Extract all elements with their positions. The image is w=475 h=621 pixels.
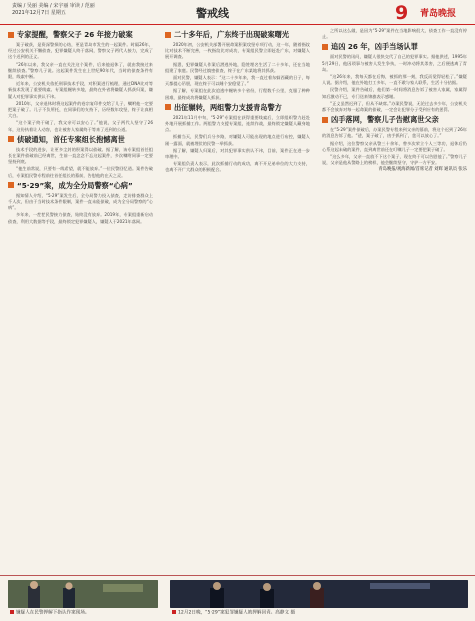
- photo-caption-left: 嫌疑人在民警押解下指认作案现场。: [10, 610, 90, 617]
- article-paragraph: 据了解，专案组在此次追逃中辗转多个省份，行程数千公里，克服了种种困难，最终成功将嫌疑人抓获。: [165, 88, 310, 100]
- article-paragraph: 2020年初，公安机关部署开展命案积案攻坚专项行动，这一年，随着指纹比对技术不断完善，一枚指纹比对成功，专案组民警立即赶赴广东，对嫌疑人展开调查。: [165, 42, 310, 60]
- publication-date: 2021年12月7日 星期五: [12, 10, 66, 16]
- subheading-text: “5·29”案，成为全分局警察“心病”: [17, 180, 133, 190]
- section-title: 警戒线: [196, 7, 229, 20]
- subheading-text: 二十多年后，广东终于出现破案曙光: [174, 30, 290, 39]
- newspaper-brand: 青岛晚报: [420, 9, 457, 19]
- suspect-scene-image: [8, 580, 158, 608]
- article-paragraph: “他生前常说，只要有一线希望，就不能放弃。”一位民警回忆道。案件告破后，专案组民警专程前往首任组长的墓前，告慰他的在天之灵。: [8, 166, 153, 178]
- subheading-square-icon: [165, 32, 171, 38]
- article-subheading: [165, 103, 310, 112]
- article-paragraph: 2021年11月中旬，“5·29”专案组在获得重要线索后，立即组织警力赶赴外地开展抓捕工作。两组警力支援专案组，连续作战，最终锁定嫌疑人藏身地点。: [165, 114, 310, 133]
- subheading-square-icon: [8, 182, 14, 188]
- subheading-text: 凶手落网，警察儿子告慰离世父亲: [331, 115, 439, 125]
- suspect-scene-photo: [8, 580, 158, 608]
- article-paragraph: 据介绍，这位警察父亲从警三十余年，曾多次荣立个人三等功，退休后仍心系这起未破的案件，直到离世前还在叮嘱儿子一定要把案子破了。: [322, 140, 467, 152]
- article-paragraph: 2010年，父亲退休时将这起案件的卷宗复印件交给了儿子，嘱咐他一定要把案子破了。儿子不负所托，在同事们的支持下，历经数年攻坚，终于让真相大白。: [8, 100, 153, 119]
- article-subheading: [322, 115, 467, 124]
- article-byline: 青岛晚报/观海新闻/首席记者 刘辉 通讯员 张乐: [378, 167, 467, 173]
- article-paragraph: 近年来，公安机关依托刑事技术手段，对积案进行梳理，通过DNA比对等新技术发现了重要线索。专案组辗转多地，最终在外省将嫌疑人抓获归案，嫌疑人对犯罪事实供认不讳。: [8, 81, 153, 99]
- photo-caption-right: 12月2日晚，“5·29”案犯罪嫌疑人被押解回青。高静文 摄: [172, 610, 295, 617]
- subheading-text: 追凶 26 年，凶手当场认罪: [331, 42, 418, 52]
- article-subheading: [8, 30, 153, 39]
- article-paragraph: 据了解，嫌疑人归案后，对其犯罪事实供认不讳，目前，案件正在进一步审理中。: [165, 147, 310, 160]
- caption-bullet-icon: [172, 610, 176, 614]
- article-paragraph: “这个案子终于破了，我父亲可以安心了。”他说，父子两代人坚守了26年，这份执着让人动容，也让被害人家属终于等来了迟到的公道。: [8, 120, 153, 132]
- article-paragraph: “这么多年，父亲一直放不下这个案子，现在终于可以告慰他了。”警察儿子说，父亲是他从警路上的榜样，他会继续坚守，守护一方平安。: [322, 154, 467, 166]
- editor-credits: 责编 / 吴丽 美编 / 宋宇丽 审读 / 范丽: [12, 3, 95, 9]
- article-paragraph: 抓捕当天，民警们兵分多路，对嫌疑人可能出现的地点进行布控，嫌疑人刚一露面，就被埋伏的民警一举抓获。: [165, 134, 310, 146]
- article-paragraph: “正义虽然迟到了，但从不缺席。”办案民警说，无论过去多少年，公安机关都不会放弃对每一起命案的侦破，一定会让犯罪分子受到应有的惩罚。: [322, 100, 467, 113]
- subheading-square-icon: [8, 136, 14, 142]
- photo-strip: [0, 575, 475, 621]
- article-paragraph: “26年以来，我父亲一直在关注这个案件，后来他退休了，就由我接过来继续侦查。”警察儿子说。这起案件发生在上世纪90年代，当时的侦查条件有限，线索中断。: [8, 61, 153, 80]
- article-paragraph: 面对民警的讯问，嫌疑人很快交代了自己的犯罪事实。据他供述，1995年5月29日，他因琐事与被害人发生争执，一时冲动将其杀害，之后便逃离了青岛。: [322, 54, 467, 72]
- article-paragraph: 民警介绍，案件告破后，他们第一时间将消息告诉了被害人家属，家属得知后激动不已，专门送来锦旗表示感谢。: [322, 87, 467, 99]
- article-paragraph: 多年来，一茬茬民警接力侦查，始终没有放弃。2019年，专案组重新启动侦查，利用大数据等手段，最终锁定犯罪嫌疑人，嫌疑人于2021年落网。: [8, 212, 153, 224]
- subheading-square-icon: [8, 32, 14, 38]
- page-header: [0, 0, 475, 25]
- article-subheading: [322, 42, 467, 51]
- subheading-square-icon: [322, 117, 328, 123]
- article-column-3: [322, 28, 467, 575]
- escort-image: [170, 580, 468, 608]
- escort-photo: [170, 580, 468, 608]
- article-subheading: [165, 30, 310, 39]
- article-paragraph: 面对民警，嫌疑人表示：“这二十多年来，我一直过着东躲西藏的日子，每天都提心吊胆，现在终于可以睡个安稳觉了。”: [165, 75, 310, 87]
- article-subheading: [8, 135, 153, 144]
- subheading-text: 出征辗转，两组警力支援青岛警方: [174, 102, 282, 112]
- article-paragraph: 据悉，犯罪嫌疑人作案后潜逃外地，隐姓埋名生活了二十多年，还在当地组建了家庭。民警经过缜密侦查，终于在广东某地将其抓获。: [165, 61, 310, 73]
- article-paragraph: 之所以这么做，是因为“5·29”案件在当地影响很大，侦查工作一直没有停止。: [322, 28, 467, 40]
- subheading-text: 专家提醒，警察父子 26 年接力破案: [17, 30, 133, 39]
- subheading-text: 侦破通知，首任专案组长抱憾离世: [17, 134, 125, 144]
- subheading-square-icon: [165, 104, 171, 110]
- article-paragraph: 案子破获，是资深警探的心结，更是青岛市发生的一起案件。时隔26年，经过公安机关不懈侦查，犯罪嫌疑人终于落网，警察父子两代人接力，完成了这个迟到的正义。: [8, 42, 153, 60]
- article-paragraph: 在“5·29”案件侦破后，办案民警专程来到父亲的墓前，将这个迟到了26年的消息告诉了他。“爸，案子破了，凶手抓到了，您可以放心了。”: [322, 127, 467, 139]
- header-meta: [12, 3, 95, 17]
- article-subheading: [8, 181, 153, 190]
- page-number: 9: [395, 2, 409, 24]
- article-paragraph: 技术手段的进步，让更多尘封的积案得以侦破。据了解，该专案组首任组长在案件侦破前已经离世，生前一直念念不忘这起案件，多次嘱咐同事一定要坚持到底。: [8, 146, 153, 165]
- article-column-2: [165, 28, 310, 575]
- article-column-1: [8, 28, 153, 575]
- subheading-square-icon: [322, 44, 328, 50]
- article-paragraph: “这26年来，我每天都在后悔，被抓的那一刻，我反而觉得轻松了。”嫌疑人说。据介绍，他在外地打工多年，一直不敢与家人联系，生活十分拮据。: [322, 74, 467, 86]
- article-paragraph: 据知情人介绍，“5·29”案发生后，全分局警力投入侦查，走访排查群众上千人次，但由于当时技术条件限制，案件一直未能侦破，成为全分局警察的“心病”。: [8, 192, 153, 211]
- caption-bullet-icon: [10, 610, 14, 614]
- article-paragraph: 专案组负责人表示，此次抓捕行动的成功，离不开兄弟单位的大力支持，也离不开广大群众的积极配合。: [165, 161, 310, 173]
